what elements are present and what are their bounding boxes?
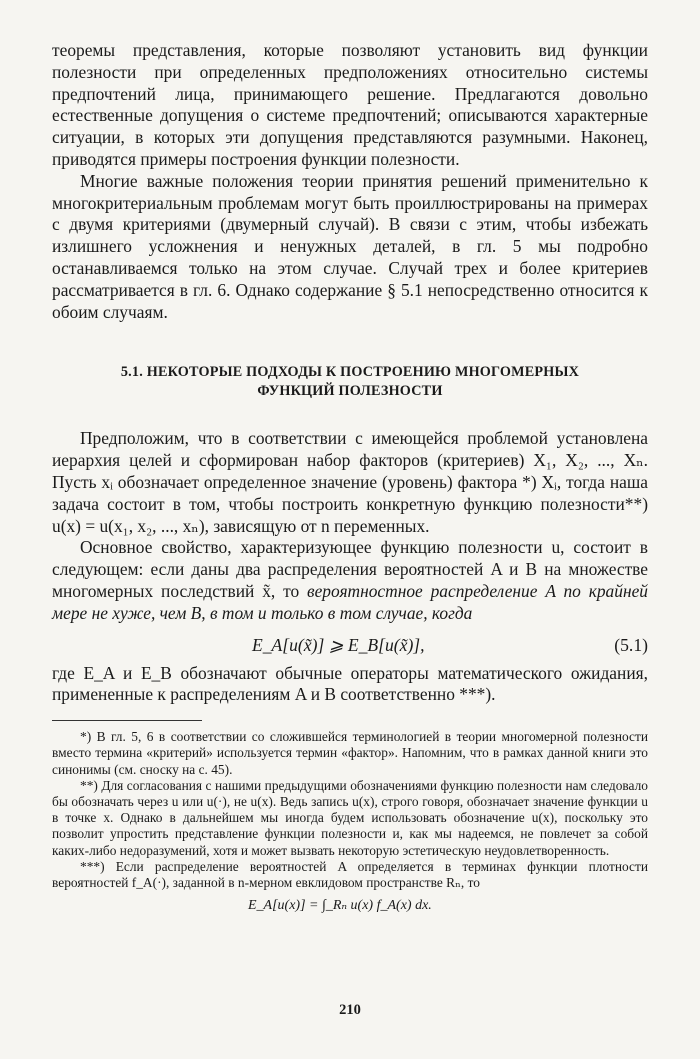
section-body bbox=[52, 428, 648, 706]
intro-paragraph-1: теоремы представления, которые позволяют установить вид функции полезности при определенных предположениях относительно системы предпочтений лица, принимающего решение. Предлагаются довольно естественные допущения о системе предпочтений; описываются характерные ситуации, в которых эти допущения представляются разумными. Наконец, приводятся примеры построения функции полезности. bbox=[52, 40, 648, 169]
equation-number: (5.1) bbox=[614, 634, 648, 655]
intro-paragraph-2: Многие важные положения теории принятия решений применительно к многокритериальным проблемам могут быть проиллюстрированы на примерах с двумя критериями (двумерный случай). В связи с этим, чтобы избежать излишнего усложнения и ненужных деталей, в гл. 5 мы подробно останавливаемся только на этом случае. Случай трех и более критериев рассматривается в гл. 6. Однако содержание § 5.1 непосредственно относится к обоим случаям. bbox=[52, 170, 648, 322]
page-number: 210 bbox=[339, 1002, 361, 1018]
section-paragraph-2 bbox=[52, 537, 648, 624]
footnote-3: ***) Если распределение вероятностей A определяется в терминах функции плотности вероятностей f_A(·), заданной в n-мерном евклидовом пространстве Rₙ, то bbox=[52, 858, 648, 890]
section-paragraph-2-start: Основное свойство, характеризующее функцию полезности u, состоит в следующем: если даны два распределения вероятностей A и B на множестве многомерных последствий x̃, то bbox=[52, 537, 648, 601]
footnote-3-formula bbox=[52, 891, 648, 933]
footnote-2: **) Для согласования с нашими предыдущими обозначениями функцию полезности нам следовало бы обозначать через u или u(·), не u(x). Ведь запись u(x), строго говоря, обозначает значение функции u в точке x. Однако в дальнейшем мы иногда будем использовать обозначение u(x), поскольку это позволит упростить представление функции полезности и, как мы надеемся, не повлечет за собой каких-либо недоразумений, хотя и может вызвать некоторую эстетическую неудовлетворенность. bbox=[52, 777, 648, 858]
equation-5-1 bbox=[52, 627, 648, 663]
section-heading-line-2: ФУНКЦИЙ ПОЛЕЗНОСТИ bbox=[257, 383, 443, 400]
section-heading bbox=[52, 363, 648, 401]
footnote-1: *) В гл. 5, 6 в соответствии со сложившейся терминологией в теории многомерной полезности вместо термина «критерий» используется термин «фактор». Напомним, что в рамках данной книги это синонимы (см. сноску на с. 45). bbox=[52, 729, 648, 777]
section-paragraph-1: Предположим, что в соответствии с имеющейся проблемой установлена иерархия целей и сформирован набор факторов (критериев) X₁, X₂, ..., Xₙ. Пусть xᵢ обозначает определенное значение (уровень) фактора *) Xᵢ, тогда наша задача состоит в том, чтобы построить конкретную функцию полезности**) u(x) = u(x₁, x₂, ..., xₙ), зависящую от n переменных. bbox=[52, 428, 648, 536]
section-heading-line-1: 5.1. НЕКОТОРЫЕ ПОДХОДЫ К ПОСТРОЕНИЮ МНОГОМЕРНЫХ bbox=[120, 364, 580, 381]
equation-formula: E_A[u(x̃)] ⩾ E_B[u(x̃)], bbox=[252, 634, 425, 655]
section-paragraph-3: где E_A и E_B обозначают обычные операторы математического ожидания, примененные к распределениям A и B соответственно ***). bbox=[52, 662, 648, 705]
section-paragraph-2-italic: вероятностное распределение A по крайней мере не хуже, чем B, в том и только в том случае, когда bbox=[52, 580, 648, 623]
footnote-divider bbox=[52, 720, 202, 721]
footnote-formula-text: E_A[u(x)] = ∫_Rₙ u(x) f_A(x) dx. bbox=[248, 898, 432, 914]
